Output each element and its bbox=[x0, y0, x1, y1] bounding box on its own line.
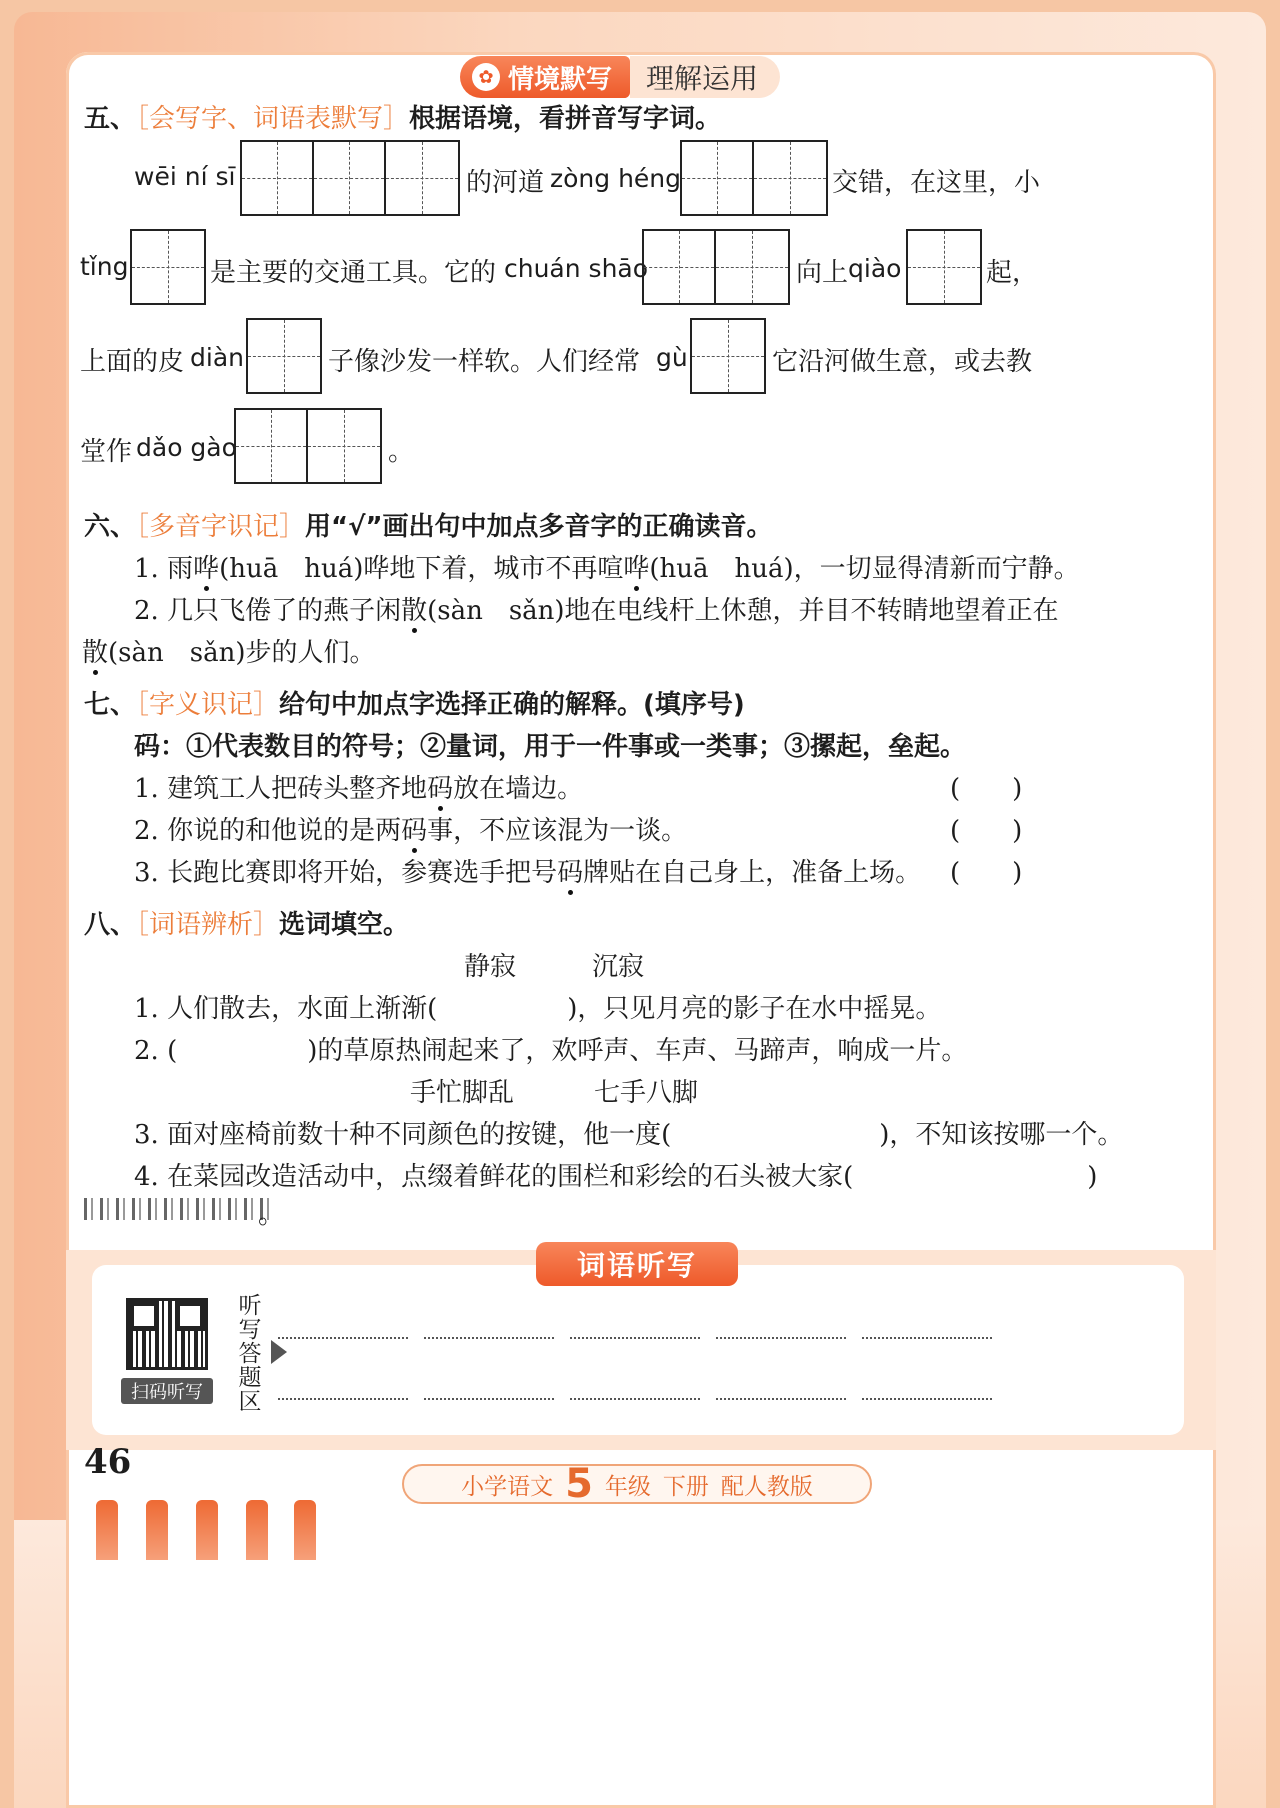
dotted-char: 哗 bbox=[623, 548, 649, 585]
dotted-char: 码 bbox=[401, 810, 427, 847]
question-item: 1. 人们散去，水面上渐渐( )，只见月亮的影子在水中摇晃。 bbox=[134, 994, 942, 1024]
section8-title bbox=[84, 904, 409, 941]
dotted-char: 散 bbox=[401, 590, 427, 627]
pinyin: dǎo gào bbox=[136, 433, 237, 462]
pinyin: tǐng bbox=[80, 252, 129, 281]
answer-paren[interactable]: ( ) bbox=[950, 774, 1023, 804]
decor-stripe bbox=[146, 1500, 168, 1560]
section7-number: 七、 bbox=[84, 690, 137, 720]
page-number: 46 bbox=[84, 1442, 132, 1482]
header-right-label: 理解运用 bbox=[630, 56, 780, 98]
question-item bbox=[82, 632, 375, 669]
answer-boxes[interactable] bbox=[240, 140, 460, 216]
item-text: (sàn sǎn)步的人们。 bbox=[108, 638, 376, 668]
sentence-end: 。 bbox=[258, 1200, 285, 1230]
item-text: (huā huá)，一切显得清新而宁静。 bbox=[649, 554, 1080, 584]
section7-tag: ［字义识记］ bbox=[136, 690, 280, 720]
dictation-vertical-label: 听写答题区 bbox=[238, 1293, 262, 1415]
decor-stripe bbox=[246, 1500, 268, 1560]
sentence-text: 堂作 bbox=[80, 437, 133, 467]
arrow-right-icon bbox=[271, 1340, 287, 1364]
question-item: 3. 面对座椅前数十种不同颜色的按键，他一度( )，不知该按哪一个。 bbox=[134, 1120, 1124, 1150]
item-text: 1. 雨 bbox=[134, 554, 194, 584]
definition-text: 码：①代表数目的符号；②量词，用于一件事或一类事；③摞起，垒起。 bbox=[134, 732, 967, 762]
pinyin: qiào bbox=[848, 254, 902, 283]
question-item bbox=[134, 810, 687, 847]
pinyin: chuán shāo bbox=[504, 254, 649, 283]
qr-label: 扫码听写 bbox=[121, 1378, 213, 1404]
question-item bbox=[134, 590, 1059, 627]
section6-title bbox=[84, 506, 773, 543]
char-box[interactable] bbox=[236, 410, 308, 482]
answer-line[interactable] bbox=[424, 1398, 554, 1400]
decor-stripe bbox=[96, 1500, 118, 1560]
char-box[interactable] bbox=[716, 231, 788, 303]
pinyin: diàn bbox=[190, 343, 244, 372]
word-option: 七手八脚 bbox=[594, 1078, 699, 1108]
flower-icon: ✿ bbox=[472, 63, 500, 91]
answer-line[interactable] bbox=[278, 1398, 408, 1400]
volume-label: 下册 bbox=[662, 1473, 709, 1500]
char-box[interactable] bbox=[242, 142, 314, 214]
question-item: 2. ( )的草原热闹起来了，欢呼声、车声、马蹄声，响成一片。 bbox=[134, 1036, 968, 1066]
section8-instruction: 选词填空。 bbox=[279, 910, 410, 940]
dictation-title: 词语听写 bbox=[536, 1242, 738, 1286]
word-option: 静寂 bbox=[464, 952, 517, 982]
char-box[interactable] bbox=[754, 142, 826, 214]
section5-tag: ［会写字、词语表默写］ bbox=[136, 104, 410, 134]
answer-paren[interactable]: ( ) bbox=[950, 858, 1023, 888]
answer-boxes[interactable] bbox=[234, 408, 382, 484]
book-info bbox=[402, 1461, 872, 1507]
answer-paren[interactable]: ( ) bbox=[950, 816, 1023, 846]
answer-line[interactable] bbox=[570, 1337, 700, 1339]
char-box[interactable] bbox=[132, 231, 204, 303]
section7-instruction: 给句中加点字选择正确的解释。(填序号) bbox=[279, 690, 745, 720]
char-box[interactable] bbox=[692, 320, 764, 392]
item-text: 事，不应该混为一谈。 bbox=[427, 816, 688, 846]
pinyin: zòng héng bbox=[550, 164, 682, 193]
dotted-char: 散 bbox=[82, 632, 108, 669]
qr-code-icon[interactable] bbox=[126, 1298, 208, 1370]
header-left-label bbox=[460, 56, 630, 98]
pinyin: wēi ní sī bbox=[134, 162, 236, 191]
char-box[interactable] bbox=[908, 231, 980, 303]
section6-number: 六、 bbox=[84, 512, 137, 542]
item-text: 2. 几只飞倦了的燕子闲 bbox=[134, 596, 402, 626]
dotted-char: 哗 bbox=[193, 548, 219, 585]
answer-line[interactable] bbox=[862, 1398, 992, 1400]
sentence-text: 的河道 bbox=[466, 168, 545, 198]
char-box[interactable] bbox=[248, 320, 320, 392]
answer-boxes[interactable] bbox=[680, 140, 828, 216]
decor-stripe bbox=[294, 1500, 316, 1560]
answer-boxes[interactable] bbox=[130, 229, 206, 305]
word-option: 手忙脚乱 bbox=[410, 1078, 515, 1108]
item-text: 1. 建筑工人把砖头整齐地 bbox=[134, 774, 428, 804]
answer-line[interactable] bbox=[716, 1398, 846, 1400]
section5-instruction: 根据语境，看拼音写字词。 bbox=[409, 104, 722, 134]
section6-tag: ［多音字识记］ bbox=[136, 512, 306, 542]
item-text: 牌贴在自己身上，准备上场。 bbox=[583, 858, 922, 888]
answer-line[interactable] bbox=[862, 1337, 992, 1339]
section-header bbox=[460, 56, 818, 98]
answer-line[interactable] bbox=[424, 1337, 554, 1339]
sentence-text: 它沿河做生意，或去教 bbox=[772, 347, 1033, 377]
section6-instruction: 用“√”画出句中加点多音字的正确读音。 bbox=[305, 512, 773, 542]
word-option: 沉寂 bbox=[592, 952, 645, 982]
section8-tag: ［词语辨析］ bbox=[136, 910, 280, 940]
answer-boxes[interactable] bbox=[906, 229, 982, 305]
answer-boxes[interactable] bbox=[246, 318, 322, 394]
question-item: 4. 在菜园改造活动中，点缀着鲜花的围栏和彩绘的石头被大家( ) bbox=[134, 1162, 1098, 1192]
char-box[interactable] bbox=[644, 231, 716, 303]
sentence-text: 起， bbox=[986, 258, 1039, 288]
dotted-char: 码 bbox=[557, 852, 583, 889]
item-text: 2. 你说的和他说的是两 bbox=[134, 816, 402, 846]
question-item bbox=[134, 548, 1080, 585]
sentence-text: 上面的皮 bbox=[80, 347, 185, 377]
header-left-text: 情境默写 bbox=[508, 64, 613, 95]
section8-number: 八、 bbox=[84, 910, 137, 940]
dotted-char: 码 bbox=[427, 768, 453, 805]
char-box[interactable] bbox=[682, 142, 754, 214]
question-item bbox=[134, 768, 583, 805]
section7-title bbox=[84, 684, 745, 721]
blurred-text bbox=[84, 1198, 274, 1220]
sentence-text: 子像沙发一样软。人们经常 bbox=[328, 347, 641, 377]
section5-title bbox=[84, 98, 721, 135]
item-text: 3. 长跑比赛即将开始，参赛选手把号 bbox=[134, 858, 558, 888]
grade-number: 5 bbox=[565, 1461, 593, 1507]
sentence-text: 向上 bbox=[796, 258, 849, 288]
answer-line[interactable] bbox=[570, 1398, 700, 1400]
edition-label: 配人教版 bbox=[720, 1473, 813, 1500]
pinyin: gù bbox=[656, 343, 688, 372]
item-text: (sàn sǎn)地在电线杆上休憩，并目不转睛地望着正在 bbox=[427, 596, 1059, 626]
sentence-text: 是主要的交通工具。它的 bbox=[210, 258, 497, 288]
question-item bbox=[134, 852, 921, 889]
answer-line[interactable] bbox=[716, 1337, 846, 1339]
answer-line[interactable] bbox=[278, 1337, 408, 1339]
char-box[interactable] bbox=[308, 410, 380, 482]
sentence-text: 交错，在这里，小 bbox=[832, 168, 1041, 198]
section5-number: 五、 bbox=[84, 104, 137, 134]
grade-label: 年级 bbox=[604, 1473, 651, 1500]
answer-boxes[interactable] bbox=[642, 229, 790, 305]
item-text: 放在墙边。 bbox=[453, 774, 584, 804]
char-box[interactable] bbox=[314, 142, 386, 214]
item-text: (huā huá)哗地下着，城市不再喧 bbox=[219, 554, 624, 584]
sentence-text: 。 bbox=[388, 437, 415, 467]
char-box[interactable] bbox=[386, 142, 458, 214]
answer-boxes[interactable] bbox=[690, 318, 766, 394]
subject-label: 小学语文 bbox=[461, 1473, 554, 1500]
decor-stripe bbox=[196, 1500, 218, 1560]
